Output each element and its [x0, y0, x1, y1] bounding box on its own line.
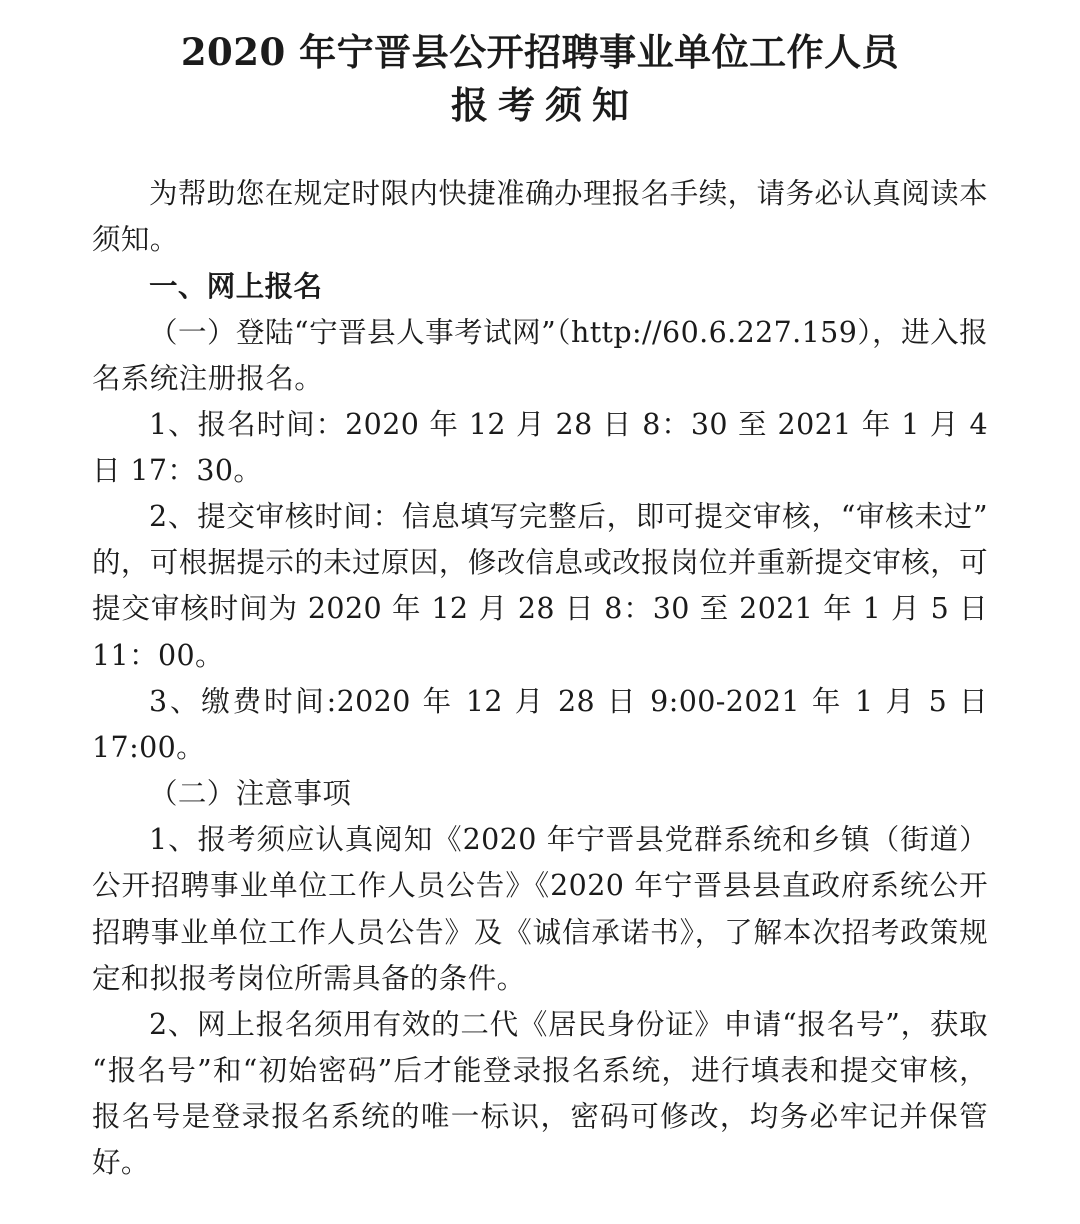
- page-title: [92, 26, 988, 131]
- paragraph-notes-heading: （二）注意事项: [149, 777, 352, 811]
- paragraph-registration-time: 1、报名时间：2020 年 12 月 28 日 8：30 至 2021 年 1 月 4 日 17：30。: [92, 407, 988, 487]
- section-heading-online-registration: 一、网上报名: [149, 269, 323, 304]
- paragraph-intro: 为帮助您在规定时限内快捷准确办理报名手续，请务必认真阅读本须知。: [92, 177, 988, 257]
- paragraph-login-site: （一）登陆“宁晋县人事考试网”（http://60.6.227.159），进入报名系统注册报名。: [92, 315, 988, 395]
- page-title-line-2: 报考须知: [451, 82, 639, 127]
- paragraph-id-card-registration: 2、网上报名须用有效的二代《居民身份证》申请“报名号”，获取“报名号”和“初始密码”后才能登录报名系统，进行填表和提交审核，报名号是登录报名系统的唯一标识，密码可修改，均务必牢记并保管好。: [92, 1007, 988, 1180]
- document-body: [92, 171, 988, 1186]
- paragraph-read-announcements: 1、报考须应认真阅知《2020 年宁晋县党群系统和乡镇（街道）公开招聘事业单位工作人员公告》《2020 年宁晋县县直政府系统公开招聘事业单位工作人员公告》及《诚信承诺书》，了解本次招考政策规定和拟报考岗位所需具备的条件。: [92, 823, 988, 995]
- paragraph-payment-time: 3、缴费时间:2020 年 12 月 28 日 9:00-2021 年 1 月 5 日 17:00。: [92, 684, 988, 764]
- page-title-line-1: 2020 年宁晋县公开招聘事业单位工作人员: [180, 30, 900, 74]
- paragraph-review-submission-time: 2、提交审核时间：信息填写完整后，即可提交审核，“审核未过”的，可根据提示的未过原因，修改信息或改报岗位并重新提交审核，可提交审核时间为 2020 年 12 月 28 日 8：30 至 2021 年 1 月 5 日 11：00。: [92, 500, 988, 672]
